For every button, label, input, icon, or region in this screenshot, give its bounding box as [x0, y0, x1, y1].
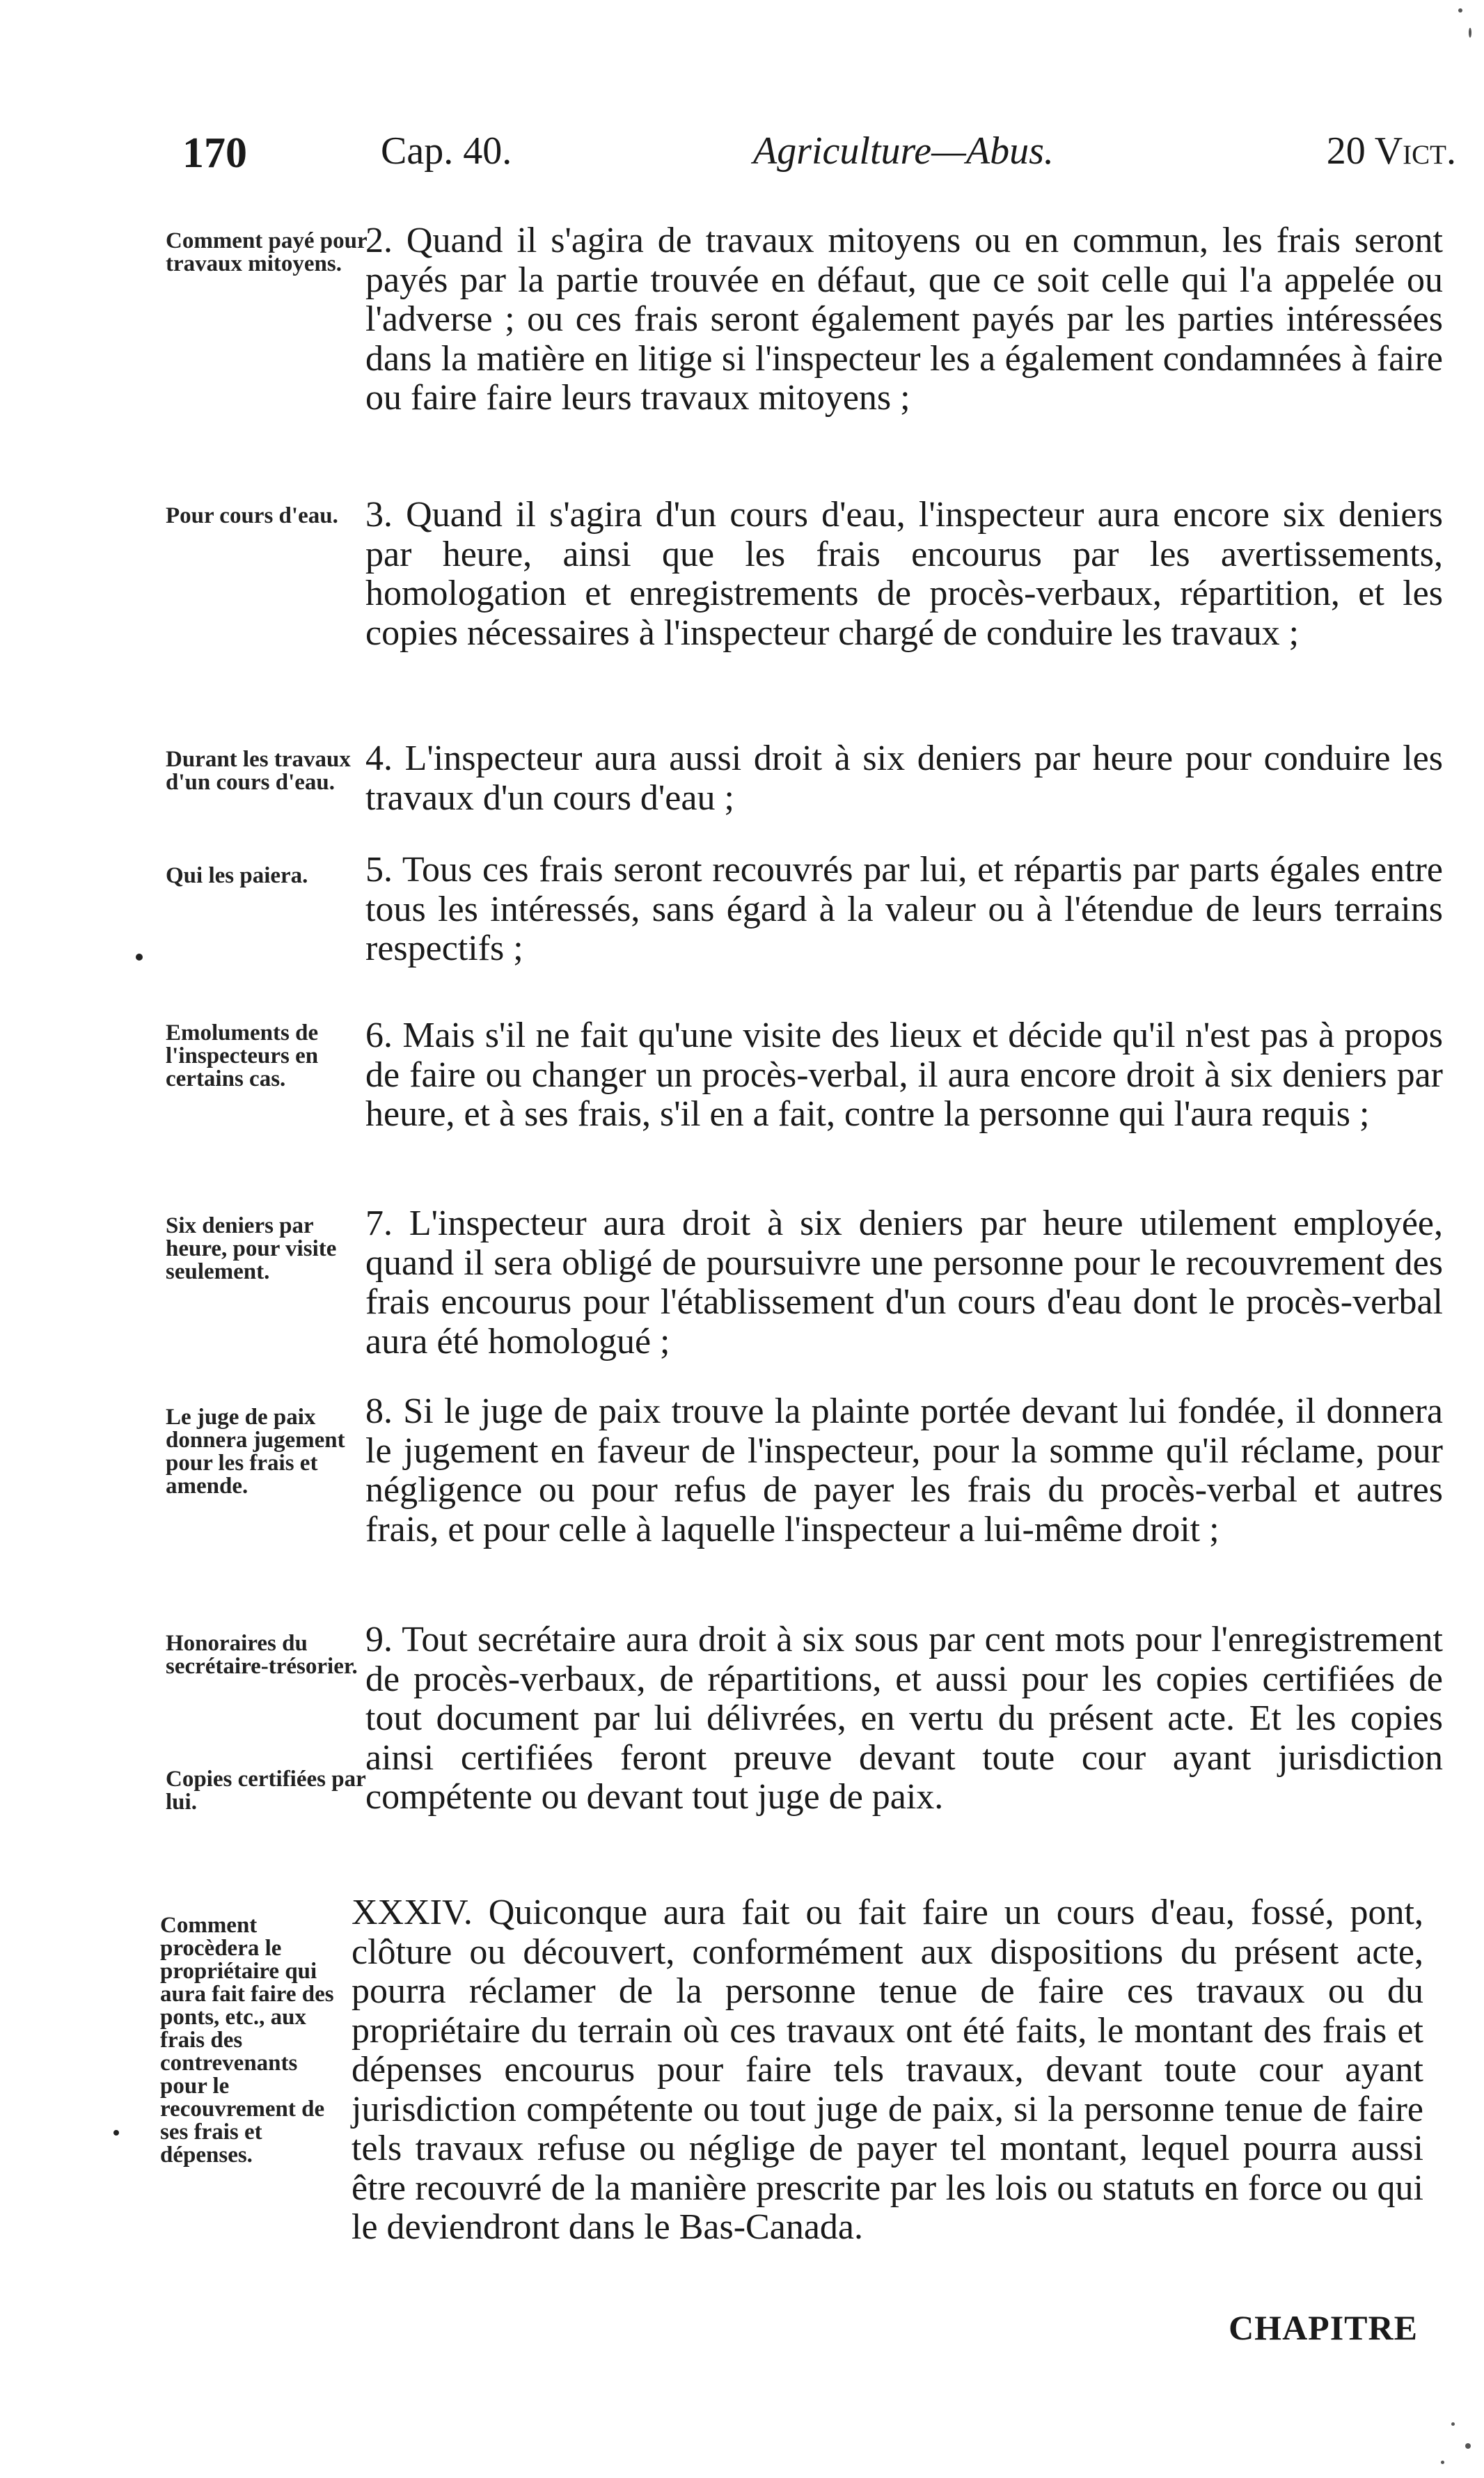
regnal-year: 20 Vict. [1326, 129, 1456, 173]
scan-speck [1465, 2443, 1471, 2449]
ink-dot [136, 954, 143, 961]
margin-note-copies: Copies certifiées par lui. [166, 1767, 366, 1815]
paragraph: XXXIV. Quiconque aura fait ou fait faire un cours d'eau, fossé, pont, clôture ou découvert, conformément aux dispositions du présent acte, pourra réclamer de la personne tenue de faire ces travaux ou du propriétaire du terrain où ces travaux ont été faits, le montant des frais et dépenses encourus pour faire tels travaux, devant toute cour ayant jurisdiction compétente ou tout juge de paix, si la personne tenue de faire tels travaux refuse ou néglige de payer tel montant, lequel pourra aussi être recouvré de la manière prescrite par les lois ou statuts en force ou qui le deviendront dans le Bas-Canada. [352, 1893, 1423, 2247]
margin-note: Emoluments de l'inspecteurs en certains cas. [166, 1020, 319, 1091]
scan-speck [1451, 2422, 1455, 2426]
paragraph: 7. L'inspecteur aura droit à six deniers par heure utilement employée, quand il sera obligé de poursuivre une personne pour le recouvrement des frais encourus pour l'établissement d'un cours d'eau dont le procès-verbal aura été homologué ; [365, 1204, 1443, 1362]
margin-note: Honoraires du secrétaire-trésorier. [166, 1631, 358, 1679]
scan-speck [1458, 8, 1462, 13]
scan-speck [1469, 28, 1471, 38]
chapter-label: Cap. 40. [381, 129, 512, 173]
margin-note: Pour cours d'eau. [166, 503, 338, 528]
margin-note: Qui les paiera. [166, 863, 308, 888]
scan-speck [1441, 2461, 1444, 2464]
margin-note: Le juge de paix donnera jugement pour les frais et amende. [166, 1405, 345, 1499]
paragraph: 9. Tout secrétaire aura droit à six sous par cent mots pour l'enregistrement de procès-verbaux, de répartitions, et aussi pour les copies certifiées de tout document par lui délivrées, en vertu du présent acte. Et les copies ainsi certifiées feront preuve devant toute cour ayant jurisdiction compétente ou devant tout juge de paix. [365, 1620, 1443, 1817]
ink-dot [113, 2130, 119, 2136]
paragraph: 3. Quand il s'agira d'un cours d'eau, l'inspecteur aura encore six deniers par heure, ainsi que les frais encourus par les avertissements, homologation et enregistrements de procès-verbaux, répartition, et les copies nécessaires à l'inspecteur chargé de conduire les travaux ; [365, 495, 1443, 653]
paragraph: 5. Tous ces frais seront recouvrés par lui, et répartis par parts égales entre tous les intéressés, sans égard à la valeur ou à l'étendue de leurs terrains respectifs ; [365, 850, 1443, 968]
margin-note: Comment procèdera le propriétaire qui aura fait faire des ponts, etc., aux frais des contrevenants pour le recouvrement de ses frais et dépenses. [160, 1913, 334, 2168]
running-header [182, 129, 1456, 191]
margin-note: Durant les travaux d'un cours d'eau. [166, 747, 351, 795]
paragraph: 4. L'inspecteur aura aussi droit à six deniers par heure pour conduire les travaux d'un cours d'eau ; [365, 739, 1443, 818]
margin-note: Comment payé pour travaux mitoyens. [166, 228, 368, 276]
page-number: 170 [182, 129, 247, 177]
paragraph: 8. Si le juge de paix trouve la plainte portée devant lui fondée, il donnera le jugement en faveur de l'inspecteur, pour la somme qu'il réclame, pour négligence ou pour refus de payer les frais du procès-verbal et autres frais, et pour celle à laquelle l'inspecteur a lui-même droit ; [365, 1391, 1443, 1549]
running-title: Agriculture—Abus. [753, 129, 1054, 173]
margin-note: Six deniers par heure, pour visite seulement. [166, 1213, 337, 1284]
paragraph: 2. Quand il s'agira de travaux mitoyens ou en commun, les frais seront payés par la partie trouvée en défaut, que ce soit celle qui l'a appelée ou l'adverse ; ou ces frais seront également payés par les parties intéressées dans la matière en litige si l'inspecteur les a également condamnées à faire ou faire faire leurs travaux mitoyens ; [365, 221, 1443, 418]
catchword: CHAPITRE [1229, 2308, 1418, 2347]
paragraph: 6. Mais s'il ne fait qu'une visite des lieux et décide qu'il n'est pas à propos de faire ou changer un procès-verbal, il aura encore droit à six deniers par heure, et à ses frais, s'il en a fait, contre la personne qui l'aura requis ; [365, 1016, 1443, 1134]
